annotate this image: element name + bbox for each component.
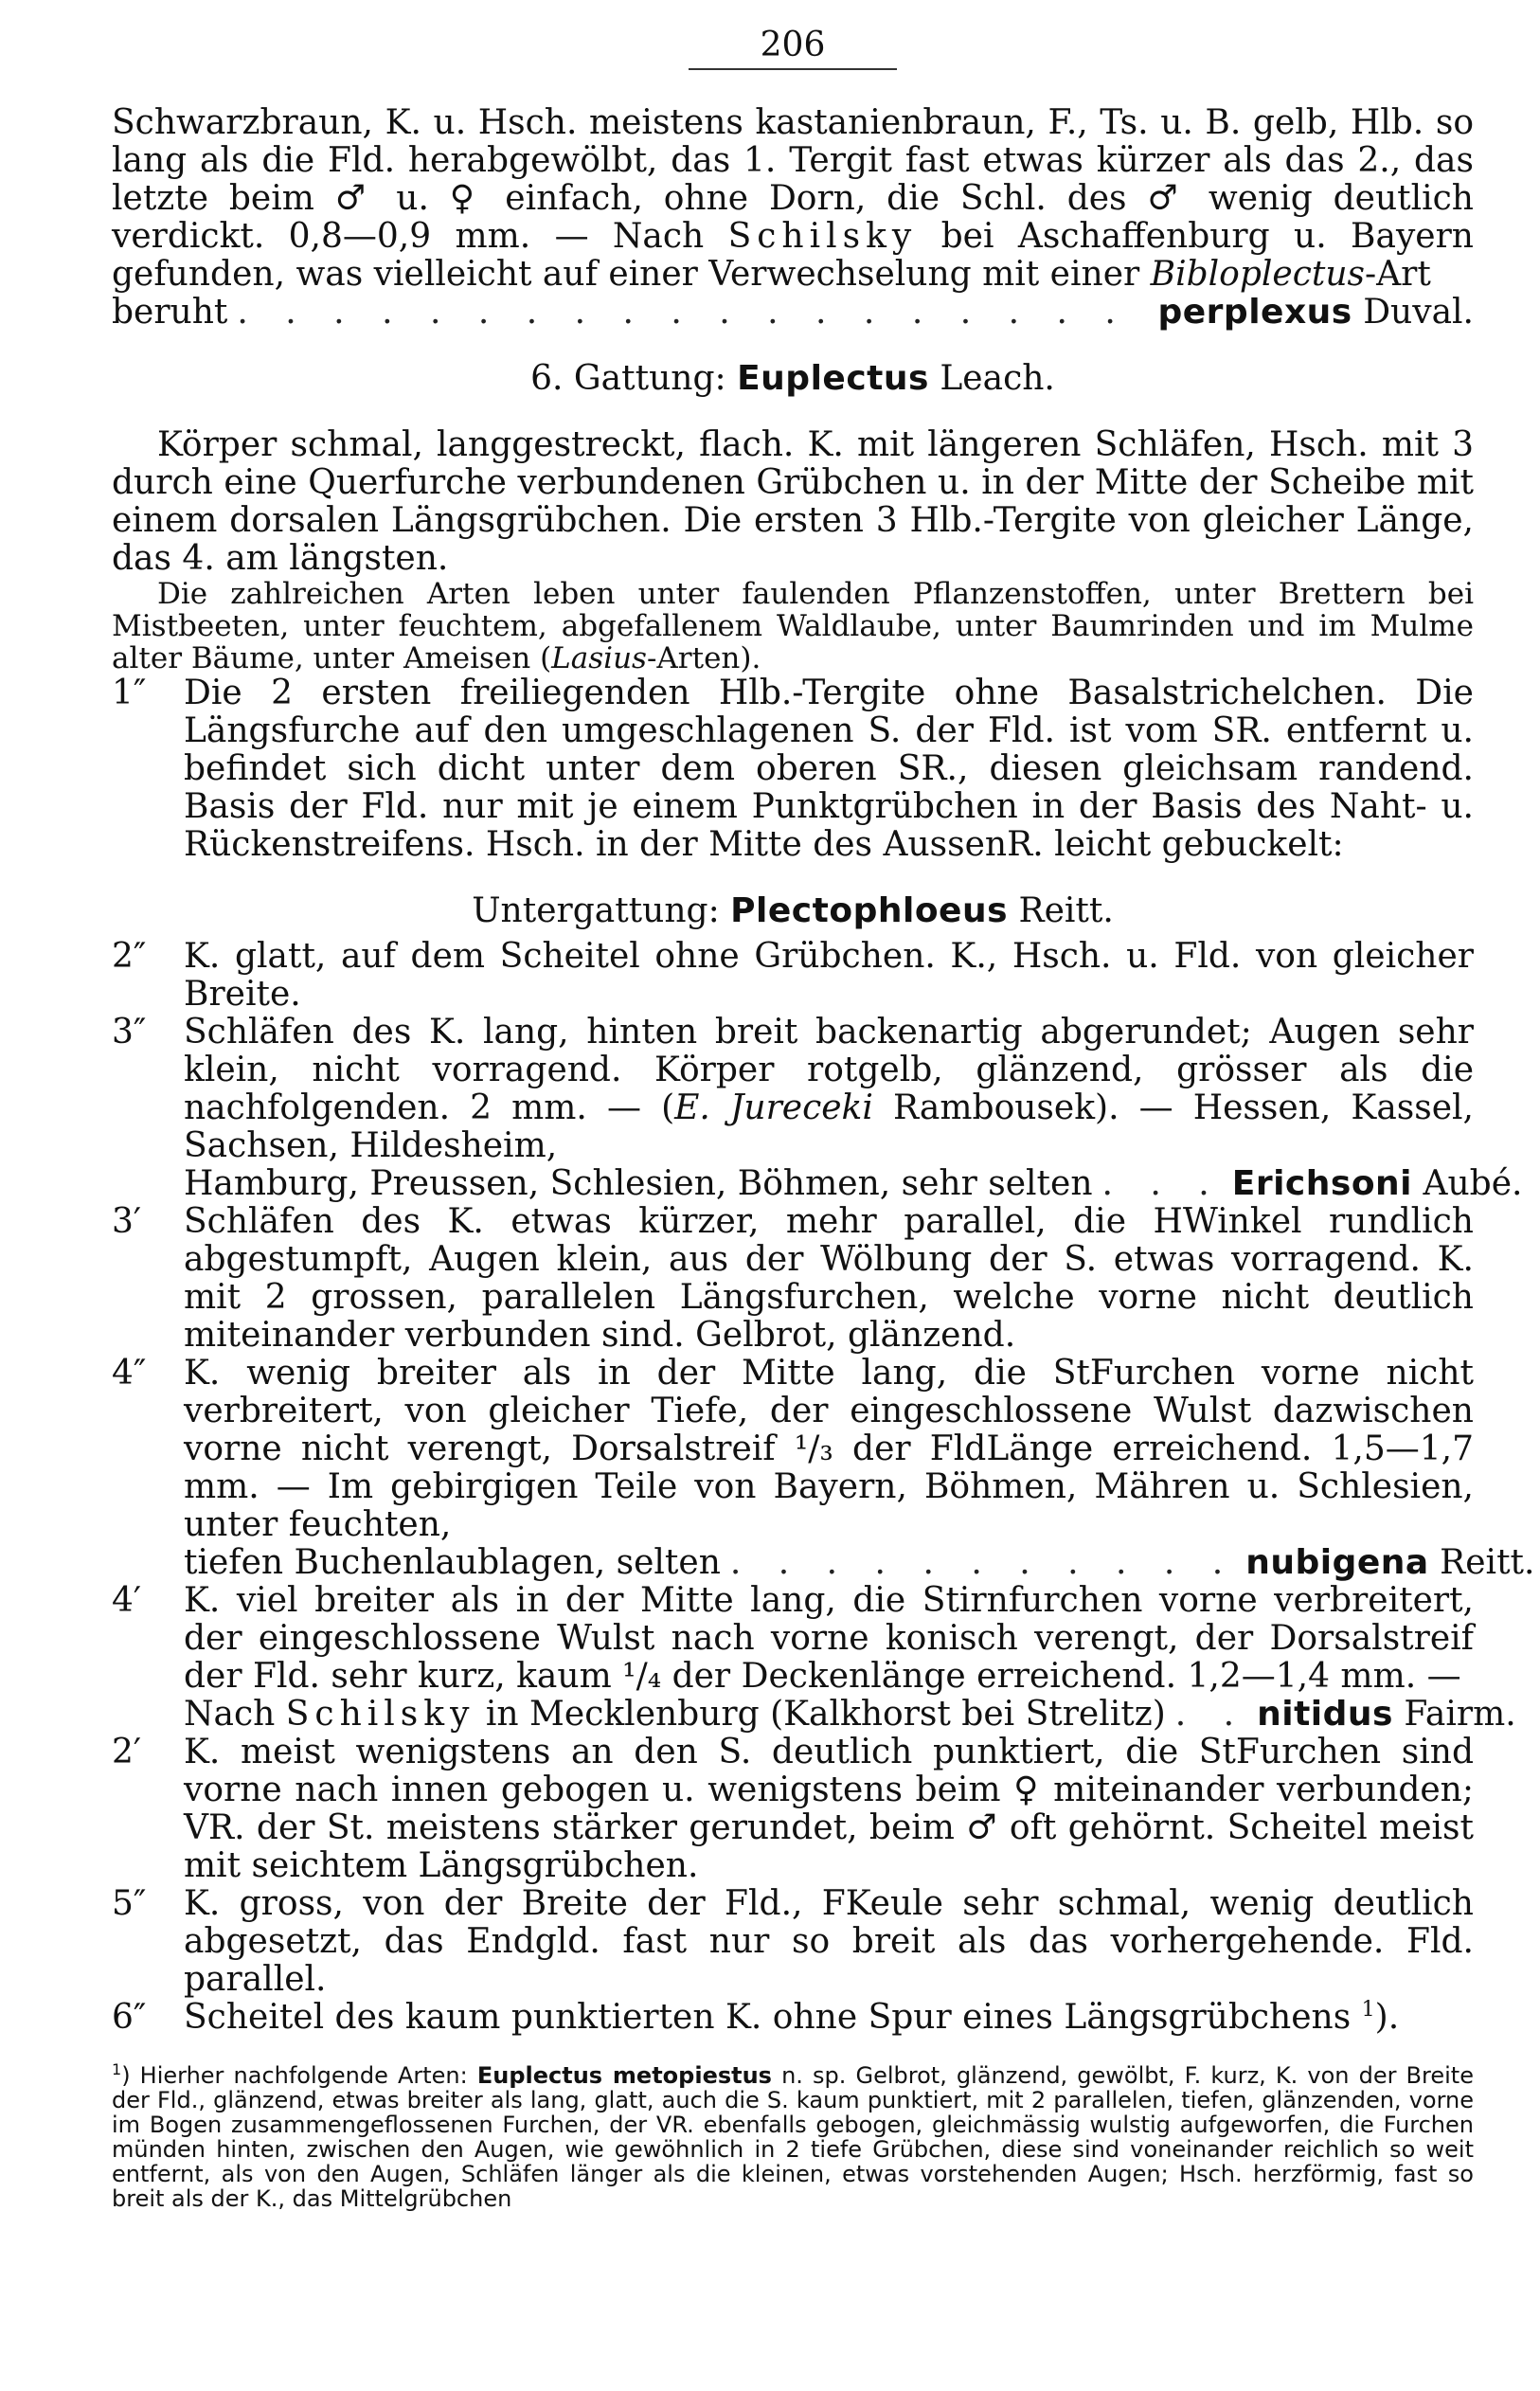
key-couplet-1: [112, 674, 1474, 864]
author-name-schilsky: Schilsky: [727, 217, 918, 256]
key-couplet-6: [112, 1998, 1474, 2037]
key-couplet-3b: [112, 1202, 1474, 1355]
genus-description: Körper schmal, langgestreckt, flach. K. mit längeren Schläfen, Hsch. mit 3 durch eine Querfurche verbundenen Grübchen u. in der Mitte der Scheibe mit einem dorsalen Längsgrübchen. Die ersten 3 Hlb.-Tergite von gleicher Länge, das 4. am längsten.: [112, 425, 1474, 578]
key-tail: ).: [1374, 1998, 1400, 2037]
species-line-erichsoni: [184, 1164, 1523, 1203]
key-couplet-4b: [112, 1581, 1516, 1734]
key-last-post: in Mecklenburg (Kalkhorst bei Strelitz): [485, 1695, 1166, 1734]
key-text: K. glatt, auf dem Scheitel ohne Grübchen. K., Hsch. u. Fld. von gleicher Breite.: [184, 937, 1474, 1014]
author-name-schilsky: Schilsky: [285, 1695, 475, 1734]
key-last-line: tiefen Buchenlaublagen, selten: [184, 1543, 721, 1582]
genus-ref-bibloplectus: Bibloplectus: [1150, 255, 1366, 294]
footnote-pre: ) Hierher nachfolgende Arten:: [121, 2062, 468, 2089]
genus-heading: [112, 360, 1474, 398]
intro-text-3: -Art: [1365, 255, 1431, 294]
key-text: Scheitel des kaum punktierten K. ohne Spur eines Längsgrübchens: [184, 1998, 1352, 2037]
footnote-mark: 1: [112, 2060, 122, 2078]
footnote: [112, 2060, 1474, 2212]
leader-dots: . . . . . . . . . . . . . . . . . . .: [237, 293, 1129, 332]
genus-author: Leach.: [940, 359, 1055, 398]
habitat-tail: -Arten).: [646, 641, 761, 675]
footnote-text: n. sp. Gelbrot, glänzend, gewölbt, F. kurz, K. von der Breite der Fld., glänzend, etwas breiter als lang, glatt, auch die S. kaum punktiert, mit 2 parallelen, tiefen, glänzenden, vorne im Bogen zusammengeflossenen Furchen, der VR. ebenfalls gebogen, gleichmässig wulstig aufgeworfen, die Furchen münden hinten, zwischen den Augen, wie gewöhnlich in 2 tiefe Grübchen, diese sind voneinander reichlich so weit entfernt, als von den Augen, Schläfen länger als die kleinen, etwas vorstehenden Augen; Hsch. herzförmig, fast so breit als der K., das Mittelgrübchen: [112, 2062, 1474, 2212]
genus-heading-prefix: 6. Gattung:: [530, 359, 726, 398]
subgenus-name: Plectophloeus: [730, 891, 1009, 930]
key-couplet-5: [112, 1884, 1474, 1999]
intro-text-2: bei Aschaffenburg u. Bayern gefunden, was vielleicht auf einer Verwechselung mit einer: [112, 217, 1474, 294]
leader-dots: . . .: [1101, 1164, 1223, 1203]
key-text: K. gross, von der Breite der Fld., FKeule sehr schmal, wenig deutlich abgesetzt, das Endgld. fast nur so breit als das vorhergehende. Fld. parallel.: [184, 1884, 1474, 1999]
key-text: K. meist wenigstens an den S. deutlich punktiert, die StFurchen sind vorne nach innen gebogen u. wenigstens beim ♀ miteinander verbunden; VR. der St. meistens stärker gerundet, beim ♂ oft gehörnt. Scheitel meist mit seichtem Längsgrübchen.: [184, 1733, 1474, 1885]
leader-dots: . .: [1174, 1695, 1248, 1734]
intro-text-1: Schwarzbraun, K. u. Hsch. meistens kastanienbraun, F., Ts. u. B. gelb, Hlb. so lang als die Fld. herabgewölbt, das 1. Tergit fast etwas kürzer als das 2., das letzte beim ♂ u. ♀ einfach, ohne Dorn, die Schl. des ♂ wenig deutlich verdickt. 0,8—0,9 mm. — Nach: [112, 103, 1474, 256]
species-author: Fairm.: [1404, 1695, 1516, 1734]
intro-paragraph: [112, 104, 1474, 294]
habitat-paragraph: [112, 578, 1474, 674]
intro-beruht: beruht: [112, 293, 228, 332]
key-number: 3′: [112, 1202, 142, 1241]
species-line-nitidus: [184, 1695, 1516, 1734]
footnote-ref: 1: [1361, 1998, 1375, 2022]
subgenus-prefix: Untergattung:: [472, 891, 720, 930]
key-text: Die 2 ersten freiliegenden Hlb.-Tergite ohne Basalstrichelchen. Die Längsfurche auf den umgeschlagenen S. der Fld. ist vom SR. entfernt u. befindet sich dicht unter dem oberen SR., diesen gleichsam randend. Basis der Fld. nur mit je einem Punktgrübchen in der Basis des Naht- u. Rückenstreifens. Hsch. in der Mitte des AussenR. leicht gebuckelt:: [184, 674, 1474, 864]
species-name: nitidus: [1257, 1695, 1393, 1734]
species-line-nubigena: [184, 1543, 1535, 1582]
species-author: Aubé.: [1423, 1164, 1523, 1203]
species-name: nubigena: [1245, 1543, 1429, 1582]
key-number: 4′: [112, 1581, 142, 1620]
key-couplet-2: [112, 937, 1474, 1014]
key-couplet-4: [112, 1354, 1535, 1582]
genus-name: Euplectus: [737, 359, 929, 398]
key-number: 1″: [112, 674, 147, 712]
leader-dots: . . . . . . . . . . .: [729, 1543, 1237, 1582]
habitat-lasius: Lasius: [551, 641, 647, 675]
species-name: perplexus: [1157, 293, 1352, 332]
page-number: 206: [689, 27, 897, 70]
key-couplet-3: [112, 1013, 1523, 1203]
key-text-2: Rambousek). — Hessen, Kassel, Sachsen, Hildesheim,: [184, 1088, 1474, 1165]
key-number: 2″: [112, 937, 147, 976]
synonym-jureceki: E. Jureceki: [674, 1088, 873, 1127]
key-last-line: Hamburg, Preussen, Schlesien, Böhmen, sehr selten: [184, 1164, 1093, 1203]
key-number: 6″: [112, 1998, 147, 2037]
key-number: 2′: [112, 1733, 142, 1771]
key-text: Schläfen des K. etwas kürzer, mehr parallel, die HWinkel rundlich abgestumpft, Augen klein, aus der Wölbung der S. etwas vorragend. K. mit 2 grossen, parallelen Längsfurchen, welche vorne nicht deutlich miteinander verbunden sind. Gelbrot, glänzend.: [184, 1202, 1474, 1355]
species-line-perplexus: [112, 294, 1474, 332]
subgenus-heading: [112, 892, 1474, 930]
species-author: Duval.: [1363, 293, 1474, 332]
key-number: 5″: [112, 1884, 147, 1923]
species-author: Reitt.: [1440, 1543, 1535, 1582]
key-text: K. viel breiter als in der Mitte lang, die Stirnfurchen vorne verbreitert, der eingeschlossene Wulst nach vorne konisch verengt, der Dorsalstreif der Fld. sehr kurz, kaum ¹/₄ der Deckenlänge erreichend. 1,2—1,4 mm. —: [184, 1581, 1474, 1696]
key-last-pre: Nach: [184, 1695, 276, 1734]
key-number: 3″: [112, 1013, 147, 1052]
habitat-text: Die zahlreichen Arten leben unter faulenden Pflanzenstoffen, unter Brettern bei Mistbeeten, unter feuchtem, abgefallenem Waldlaube, unter Baumrinden und im Mulme alter Bäume, unter Ameisen (: [112, 577, 1474, 675]
key-couplet-2b: [112, 1733, 1474, 1885]
footnote-species-name: Euplectus metopiestus: [476, 2062, 772, 2089]
subgenus-author: Reitt.: [1018, 891, 1114, 930]
key-number: 4″: [112, 1354, 147, 1393]
species-name: Erichsoni: [1231, 1164, 1413, 1203]
key-text: K. wenig breiter als in der Mitte lang, die StFurchen vorne nicht verbreitert, von gleicher Tiefe, der eingeschlossene Wulst dazwischen vorne nicht verengt, Dorsalstreif ¹/₃ der FldLänge erreichend. 1,5—1,7 mm. — Im gebirgigen Teile von Bayern, Böhmen, Mähren u. Schlesien, unter feuchten,: [184, 1354, 1474, 1544]
key-text: Schläfen des K. lang, hinten breit backenartig abgerundet; Augen sehr klein, nicht vorragend. Körper rotgelb, glänzend, grösser als die nachfolgenden. 2 mm. — (: [184, 1013, 1474, 1127]
